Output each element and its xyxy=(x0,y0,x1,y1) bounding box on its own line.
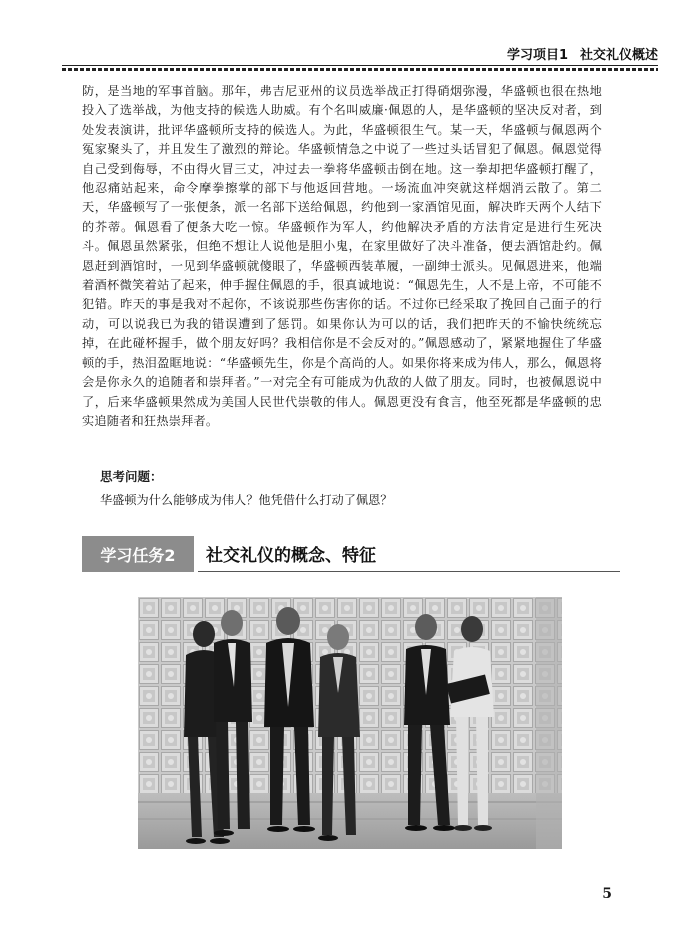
story-paragraph: 防，是当地的军事首脑。那年，弗吉尼亚州的议员选举战正打得硝烟弥漫，华盛顿也很在热地投入了选举战，为他支持的候选人助威。有个名叫威廉·佩恩的人，是华盛顿的坚决反对者，到处发表演讲，批评华盛顿所支持的候选人。为此，华盛顿很生气。某一天，华盛顿与佩恩两个冤家聚头了，并且发生了激烈的辩论。华盛顿情急之中说了一些过头话冒犯了佩恩。佩恩觉得自己受到侮辱，不由得火冒三丈，冲过去一拳将华盛顿击倒在地。这一拳却把华盛顿打醒了，他忍痛站起来，命令摩拳擦掌的部下与他返回营地。一场流血冲突就这样烟消云散了。第二天，华盛顿写了一张便条，派一名部下送给佩恩，约他到一家酒馆见面，解决昨天两个人结下的芥蒂。佩恩看了便条大吃一惊。华盛顿作为军人，约他解决矛盾的方法肯定是进行生死决斗。佩恩虽然紧张，但绝不想让人说他是胆小鬼，在家里做好了决斗准备，便去酒馆赴约。佩恩赶到酒馆时，一见到华盛顿就傻眼了，华盛顿西装革履，一副绅士派头。见佩恩进来，他端着酒杯微笑着站了起来，伸手握住佩恩的手，很真诚地说：“佩恩先生，人不是上帝，不可能不犯错。昨天的事是我对不起你，不该说那些伤害你的话。不过你已经采取了挽回自己面子的行动，可以说我已为我的错误遭到了惩罚。如果你认为可以的话，我们把昨天的不愉快统统忘掉，在此碰杯握手，做个朋友好吗？我相信你是不会反对的。”佩恩感动了，紧紧地握住了华盛顿的手，热泪盈眶地说：“华盛顿先生，你是个高尚的人。如果你将来成为伟人，那么，佩恩将会是你永久的追随者和崇拜者。”一对完全有可能成为仇敌的人做了朋友。同时，也被佩恩说中了，后来华盛顿果然成为美国人民世代崇敬的伟人。佩恩更没有食言，他至死都是华盛顿的忠实追随者和狂热崇拜者。 xyxy=(82,84,602,428)
task-title: 社交礼仪的概念、特征 xyxy=(206,546,376,566)
task-badge: 学习任务2 xyxy=(82,536,194,572)
business-people-photo xyxy=(138,597,562,849)
running-header xyxy=(507,44,658,63)
header-rule xyxy=(62,65,658,66)
page-number: 5 xyxy=(602,886,612,902)
task-title-underline xyxy=(198,571,620,572)
think-question-text: 华盛顿为什么能够成为伟人？他凭借什么打动了佩恩？ xyxy=(100,493,393,507)
header-dotted-rule xyxy=(62,68,658,71)
think-question-heading: 思考问题： xyxy=(100,469,163,484)
header-project: 学习项目1 xyxy=(506,48,568,63)
header-chapter: 社交礼仪概述 xyxy=(579,48,658,63)
